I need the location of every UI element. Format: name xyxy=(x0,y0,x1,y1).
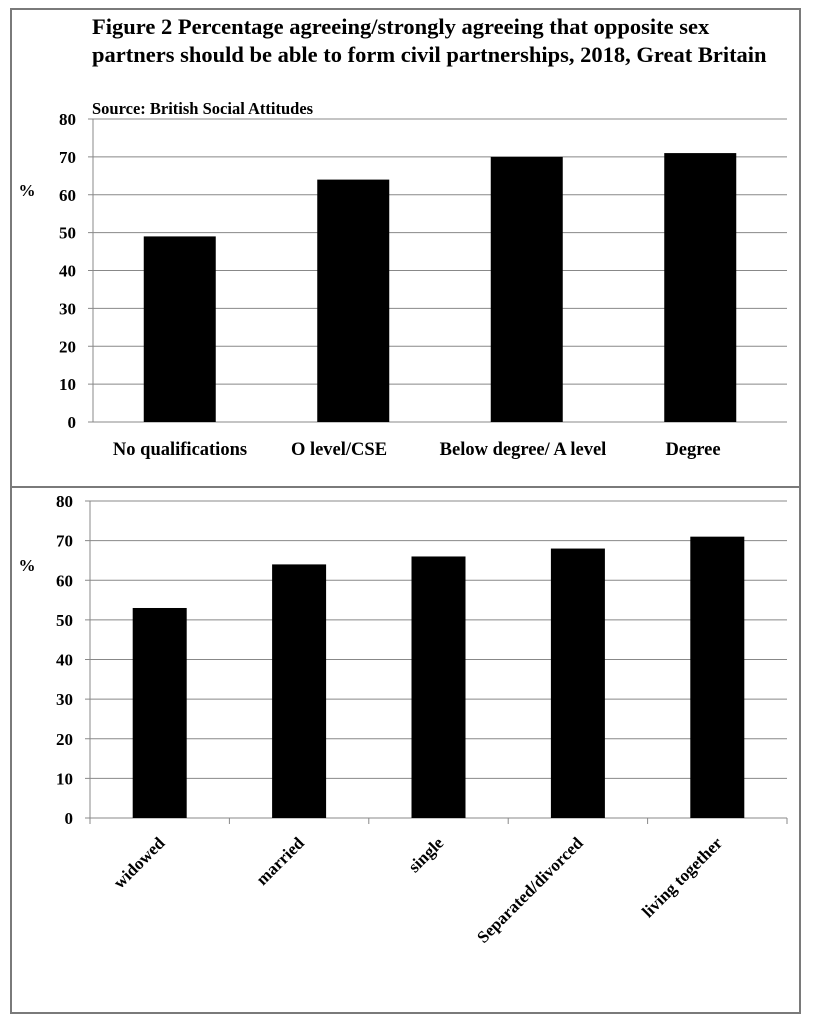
y-tick-label: 70 xyxy=(59,147,76,167)
y-tick-label: 80 xyxy=(56,492,73,511)
y-tick-label: 0 xyxy=(67,413,76,432)
y-tick-label: 70 xyxy=(56,531,73,551)
y-tick-label: 10 xyxy=(59,375,76,395)
y-axis-label: % xyxy=(18,556,36,575)
bar-separated-divorced xyxy=(551,549,605,818)
x-tick-label: Below degree/ A level xyxy=(439,440,607,460)
x-tick-label: single xyxy=(404,833,448,877)
y-tick-label: 0 xyxy=(64,809,73,828)
y-tick-label: 10 xyxy=(56,769,73,789)
y-tick-label: 20 xyxy=(59,337,76,357)
y-tick-label: 50 xyxy=(59,223,76,243)
bar-widowed xyxy=(133,608,187,818)
y-axis-label: % xyxy=(18,181,36,200)
figure-source: Source: British Social Attitudes xyxy=(92,99,314,118)
bar-living-together xyxy=(690,537,744,818)
y-tick-label: 40 xyxy=(59,261,76,281)
x-tick-label: Degree xyxy=(665,440,721,460)
y-tick-label: 30 xyxy=(56,690,73,710)
x-tick-label: widowed xyxy=(109,833,169,893)
y-tick-label: 50 xyxy=(56,610,73,630)
y-tick-label: 80 xyxy=(59,110,76,129)
y-tick-label: 30 xyxy=(59,299,76,319)
bar-married xyxy=(272,564,326,818)
x-tick-label: married xyxy=(252,833,308,889)
y-tick-label: 20 xyxy=(56,729,73,749)
bar-single xyxy=(412,556,466,818)
y-tick-label: 40 xyxy=(56,650,73,670)
x-tick-label: Separated/divorced xyxy=(473,833,587,947)
x-tick-label: living together xyxy=(638,833,727,922)
figure-title: Figure 2 Percentage agreeing/strongly agreeing that opposite sex partners should be able to form civil partnerships, 2018, Great Britain xyxy=(92,14,767,67)
x-tick-label: O level/CSE xyxy=(290,440,388,460)
y-tick-label: 60 xyxy=(59,185,76,205)
x-tick-label: No qualifications xyxy=(112,440,248,460)
y-tick-label: 60 xyxy=(56,571,73,591)
